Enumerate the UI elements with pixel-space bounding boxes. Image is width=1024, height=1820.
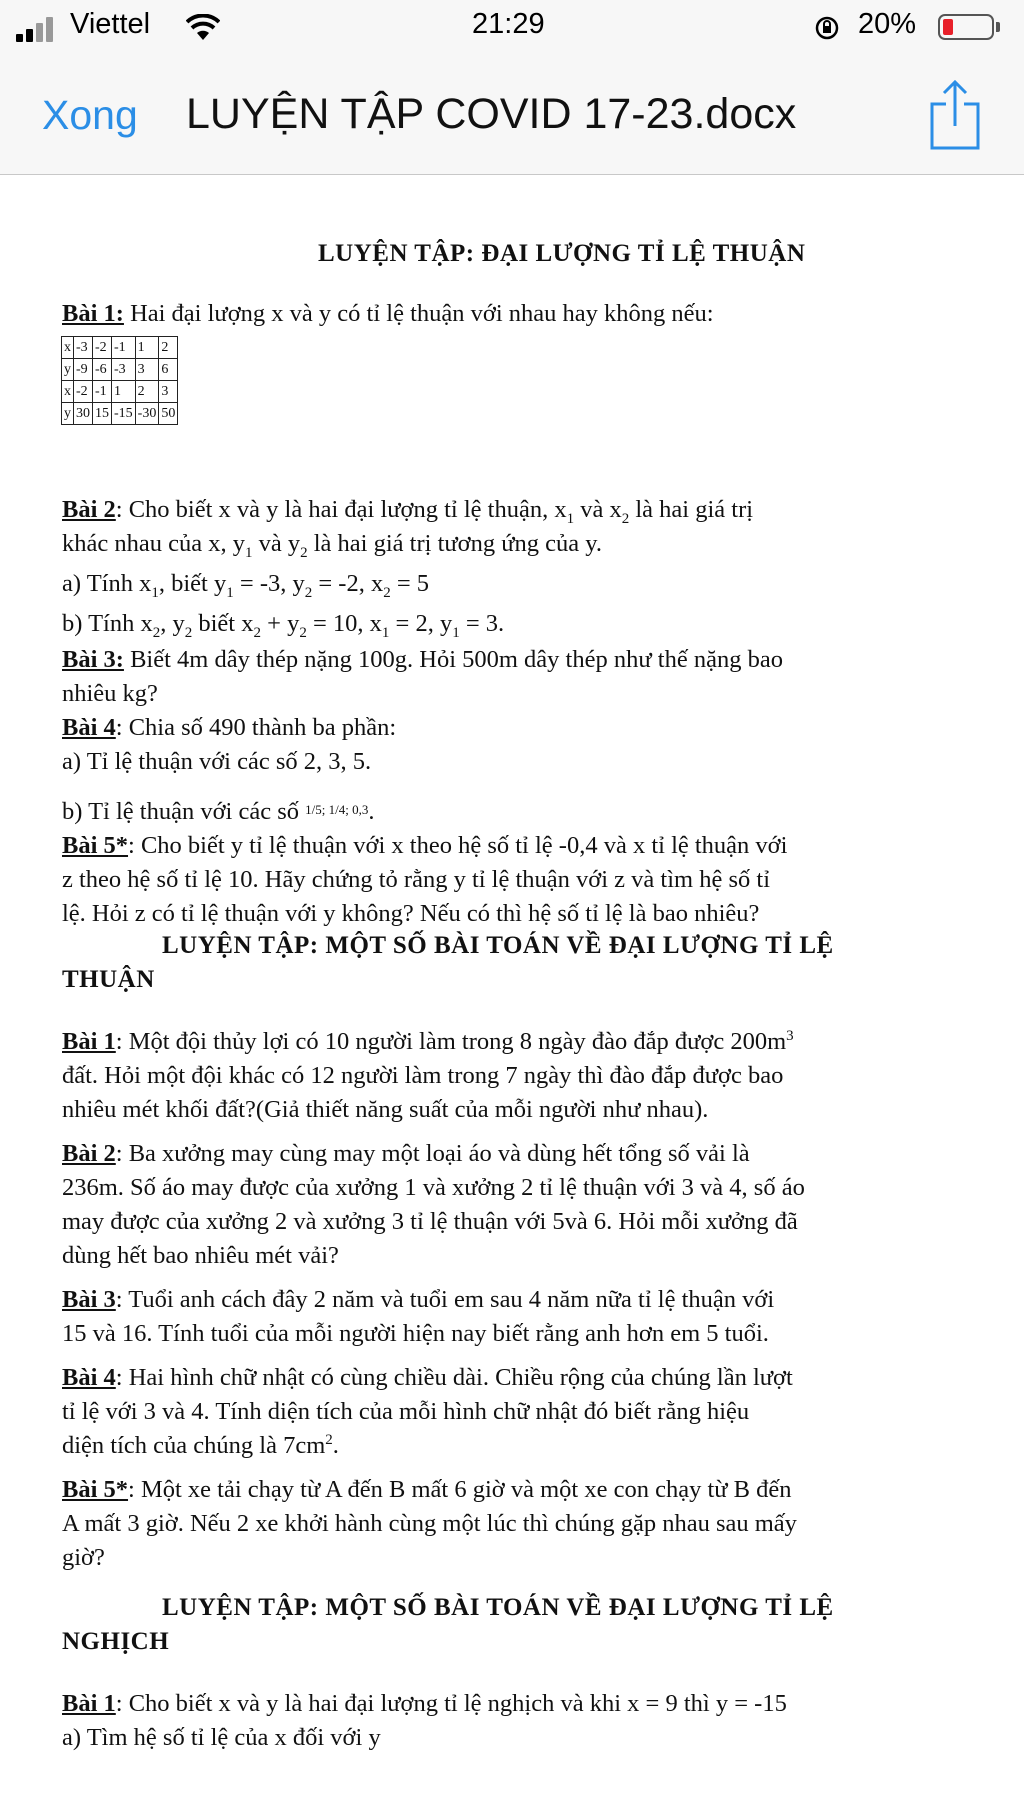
text: : Ba xưởng may cùng may một loại áo và dùng hết tổng số vải là [115,1140,750,1167]
table-cell: -9 [74,359,93,381]
exercise-label: Bài 4 [62,714,116,741]
section-heading: LUYỆN TẬP: MỘT SỐ BÀI TOÁN VỀ ĐẠI LƯỢNG TỈ LỆ [162,932,834,959]
table-cell: -6 [93,359,112,381]
superscript: 3 [786,1027,794,1044]
text: : Một đội thủy lợi có 10 người làm trong 8 ngày đào đắp được 200m [115,1028,787,1055]
wifi-icon [186,14,220,42]
exercise-label: Bài 2 [62,496,116,523]
subscript: 2 [621,510,630,527]
table-row [62,403,178,425]
text: = 3. [459,610,505,637]
text: là hai giá trị [629,496,754,523]
table-cell: y [62,359,74,381]
exercise-2 [62,493,753,526]
s2-exercise-1 [62,1025,794,1058]
exercise-label: Bài 1: [62,300,124,327]
text: b) Tính x [62,610,153,637]
exercise-3-line-2: nhiêu kg? [62,680,158,707]
subscript: 2 [304,584,313,601]
text: = 2, y [389,610,453,637]
text: biết x [192,610,254,637]
s2-exercise-1-line-2: đất. Hỏi một đội khác có 12 người làm trong 7 ngày thì đào đắp được bao [62,1062,784,1089]
text: : Chia số 490 thành ba phần: [115,714,397,741]
text: : Tuổi anh cách đây 2 năm và tuổi em sau 4 năm nữa tỉ lệ thuận với [115,1286,775,1313]
superscript: 2 [325,1431,333,1448]
exercise-5 [62,829,787,862]
s2-exercise-2-line-3: may được của xưởng 2 và xưởng 3 tỉ lệ thuận với 5và 6. Hỏi mỗi xưởng đã [62,1208,798,1235]
text: , y [160,610,185,637]
s2-exercise-4 [62,1361,793,1394]
text: b) Tỉ lệ thuận với các số [62,798,306,825]
battery-percent: 20% [858,8,917,40]
exercise-1 [62,297,714,330]
exercise-5-line-3: lệ. Hỏi z có tỉ lệ thuận với y không? Nếu có thì hệ số tỉ lệ là bao nhiêu? [62,900,760,927]
table-cell: x [62,381,74,403]
subscript: 2 [300,544,308,561]
text: : Cho biết x và y là hai đại lượng tỉ lệ thuận, x [115,496,567,523]
text: : Cho biết x và y là hai đại lượng tỉ lệ nghịch và khi x = 9 thì y = -15 [115,1690,787,1717]
table-cell: -2 [93,337,112,359]
table-row [62,381,178,403]
clock: 21:29 [472,8,545,40]
table-cell: 15 [93,403,112,425]
exercise-label: Bài 5* [62,1476,129,1503]
proportion-table [61,336,178,425]
text: : Cho biết y tỉ lệ thuận với x theo hệ số tỉ lệ -0,4 và x tỉ lệ thuận với [128,832,788,859]
s2-exercise-4-line-3 [62,1429,339,1462]
text: a) Tính x [62,570,152,597]
table-cell: 3 [135,359,159,381]
nav-bar [0,56,1024,175]
table-cell: y [62,403,74,425]
exercise-label: Bài 3: [62,646,124,673]
section-heading-cont: THUẬN [62,966,155,993]
exercise-label: Bài 1 [62,1690,116,1717]
exercise-2-line-2 [62,527,602,560]
carrier-name: Viettel [70,8,151,40]
subscript: 2 [253,624,261,641]
table-cell: -3 [112,359,136,381]
text: . [332,1432,339,1459]
text: , biết y [158,570,227,597]
table-cell: -1 [93,381,112,403]
text: = 5 [390,570,430,597]
section-heading-cont: NGHỊCH [62,1628,170,1655]
text: là hai giá trị tương ứng của y. [307,530,603,557]
section-heading: LUYỆN TẬP: MỘT SỐ BÀI TOÁN VỀ ĐẠI LƯỢNG TỈ LỆ [162,1594,834,1621]
subscript: 1 [226,584,234,601]
subscript: 2 [184,624,193,641]
text: : Một xe tải chạy từ A đến B mất 6 giờ và một xe con chạy từ B đến [128,1476,792,1503]
exercise-4a: a) Tỉ lệ thuận với các số 2, 3, 5. [62,748,372,775]
table-cell: -3 [74,337,93,359]
status-bar [0,0,1024,56]
table-row [62,359,178,381]
s3-exercise-1 [62,1687,787,1720]
done-button[interactable]: Xong [42,92,138,138]
table-row [62,337,178,359]
s2-exercise-3 [62,1283,774,1316]
text: và x [574,496,622,523]
exercise-4b [62,793,374,828]
exercise-label: Bài 4 [62,1364,116,1391]
cellular-signal-icon [16,16,64,42]
orientation-lock-icon [814,15,840,41]
subscript: 1 [381,624,390,641]
subscript: 1 [452,624,460,641]
exercise-label: Bài 5* [62,832,129,859]
s2-exercise-3-line-2: 15 và 16. Tính tuổi của mỗi người hiện nay biết rằng anh hơn em 5 tuổi. [62,1320,769,1347]
text: Biết 4m dây thép nặng 100g. Hỏi 500m dây thép như thế nặng bao [123,646,783,673]
exercise-text: Hai đại lượng x và y có tỉ lệ thuận với nhau hay không nếu: [123,300,714,327]
s3-exercise-1a: a) Tìm hệ số tỉ lệ của x đối với y [62,1724,381,1751]
table-cell: -2 [74,381,93,403]
table-cell: 30 [74,403,93,425]
table-cell: x [62,337,74,359]
table-cell: 2 [159,337,178,359]
exercise-label: Bài 3 [62,1286,116,1313]
s2-exercise-5-line-3: giờ? [62,1544,105,1571]
exercise-4 [62,711,396,744]
share-icon[interactable] [926,78,984,152]
exercise-2b [62,607,504,640]
table-cell: 3 [159,381,178,403]
subscript: 2 [299,624,307,641]
document-title: LUYỆN TẬP COVID 17-23.docx [186,90,797,138]
exercise-2a [62,567,429,600]
s2-exercise-5-line-2: A mất 3 giờ. Nếu 2 xe khởi hành cùng một lúc thì chúng gặp nhau sau mấy [62,1510,797,1537]
s2-exercise-2-line-4: dùng hết bao nhiêu mét vải? [62,1242,339,1269]
exercise-label: Bài 1 [62,1028,116,1055]
exercise-5-line-2: z theo hệ số tỉ lệ 10. Hãy chứng tỏ rằng y tỉ lệ thuận với z và tìm hệ số tỉ [62,866,770,893]
table-cell: -30 [135,403,159,425]
text: = 10, x [306,610,382,637]
subscript: 2 [383,584,391,601]
table-cell: 1 [112,381,136,403]
table-cell: -1 [112,337,136,359]
subscript: 1 [566,510,575,527]
table-cell: 6 [159,359,178,381]
table-cell: -15 [112,403,136,425]
text: . [368,798,375,825]
subscript: 2 [152,624,161,641]
table-cell: 50 [159,403,178,425]
text: + y [261,610,300,637]
battery-icon [938,14,994,40]
document-body[interactable] [0,175,1024,1820]
table-cell: 1 [135,337,159,359]
s2-exercise-2 [62,1137,750,1170]
fraction-list: 1/5; 1/4; 0,3 [305,802,369,817]
subscript: 1 [245,544,253,561]
text: = -2, x [312,570,384,597]
s2-exercise-4-line-2: tỉ lệ với 3 và 4. Tính diện tích của mỗi hình chữ nhật đó biết rằng hiệu [62,1398,750,1425]
text: : Hai hình chữ nhật có cùng chiều dài. Chiều rộng của chúng lần lượt [115,1364,793,1391]
s2-exercise-5 [62,1473,792,1506]
text: = -3, y [233,570,305,597]
s2-exercise-1-line-3: nhiêu mét khối đất?(Giả thiết năng suất của mỗi người như nhau). [62,1096,709,1123]
text: diện tích của chúng là 7cm [62,1432,326,1459]
text: khác nhau của x, y [62,530,245,557]
exercise-label: Bài 2 [62,1140,116,1167]
text: và y [252,530,301,557]
battery-tip [996,22,1000,32]
table-cell: 2 [135,381,159,403]
subscript: 1 [151,584,159,601]
exercise-3 [62,643,783,676]
section-heading: LUYỆN TẬP: ĐẠI LƯỢNG TỈ LỆ THUẬN [318,240,806,267]
s2-exercise-2-line-2: 236m. Số áo may được của xưởng 1 và xưởng 2 tỉ lệ thuận với 3 và 4, số áo [62,1174,805,1201]
